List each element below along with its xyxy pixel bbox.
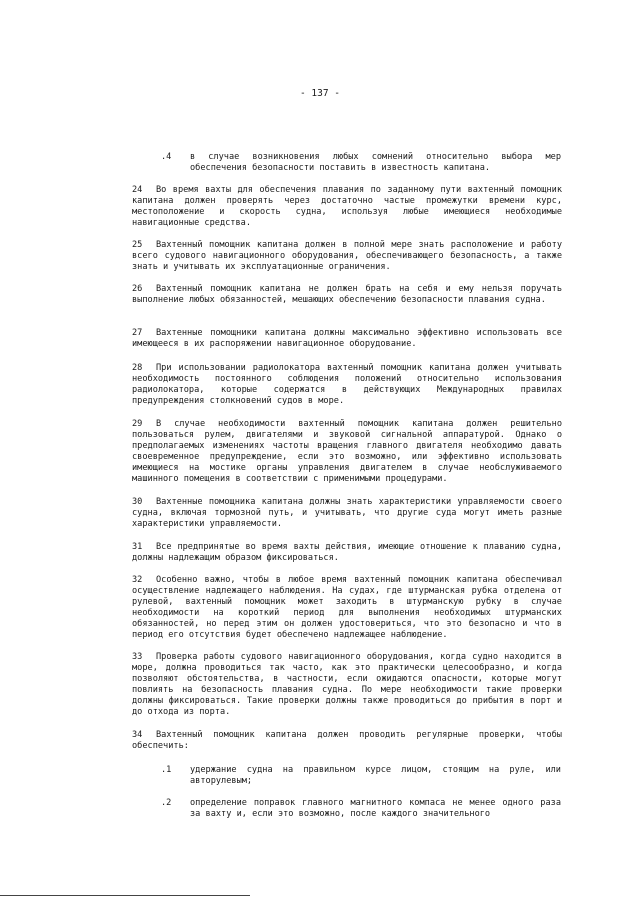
paragraph-number: 30 [132, 497, 143, 507]
sub-item-2 [161, 798, 561, 820]
paragraph-29 [132, 419, 562, 484]
bottom-rule [0, 895, 250, 896]
paragraph-number: 33 [132, 652, 143, 662]
sub-item-text: определение поправок главного магнитного компаса не менее одного раза за вахту и, если это возможно, после каждого значительного [190, 798, 561, 819]
paragraph-24 [132, 185, 562, 229]
paragraph-text: В случае необходимости вахтенный помощник капитана должен решительно пользоваться рулем, двигателями и звуковой сигнальной аппаратурой. Однако о предполагаемых изменениях частоты вращения главного двигателя необходимо давать своевременное предупреждение, если это возможно, или эффективно использовать имеющиеся на мостике органы управления двигателем в случае необслуживаемого машинного помещения в соответствии с применимыми процедурами. [132, 419, 562, 484]
paragraph-text: Вахтенный помощник капитана должен проводить регулярные проверки, чтобы обеспечить: [132, 730, 562, 751]
paragraph-number: 32 [132, 575, 143, 585]
paragraph-number: 25 [132, 240, 143, 250]
paragraph-text: Особенно важно, чтобы в любое время вахтенный помощник капитана обеспечивал осуществление надлежащего наблюдения. На судах, где штурманская рубка отделена от рулевой, вахтенный помощник может заходить в штурманскую рубку в случае необходимости на короткий период для выполнения необходимых штурманских обязанностей, но перед этим он должен удостовериться, что это безопасно и что в период его отсутствия будет обеспечено надлежащее наблюдение. [132, 575, 562, 640]
paragraph-33 [132, 652, 562, 717]
paragraph-text: Проверка работы судового навигационного оборудования, когда судно находится в море, должна проводиться так часто, как это практически целесообразно, и когда позволяют обстоятельства, в частности, если ожидаются опасности, которые могут повлиять на безопасность плавания судна. По мере необходимости такие проверки должны фиксироваться. Такие проверки должны также проводиться до прибытия в порт и до отхода из порта. [132, 652, 562, 717]
paragraph-26 [132, 284, 562, 306]
paragraph-34 [132, 730, 562, 752]
paragraph-32 [132, 575, 562, 640]
paragraph-number: 27 [132, 328, 143, 338]
paragraph-text: Вахтенный помощник капитана не должен брать на себя и ему нельзя поручать выполнение любых обязанностей, мешающих обеспечению безопасности плавания судна. [132, 284, 562, 305]
paragraph-text: Вахтенный помощник капитана должен в полной мере знать расположение и работу всего судового навигационного оборудования, обеспечивающего безопасность, а также знать и учитывать их эксплуатационные ограничения. [132, 240, 562, 272]
sub-item-4 [161, 152, 561, 174]
paragraph-25 [132, 240, 562, 273]
sub-item-number: .1 [161, 765, 172, 775]
paragraph-number: 31 [132, 542, 143, 552]
paragraph-number: 29 [132, 419, 143, 429]
paragraph-31 [132, 542, 562, 564]
sub-item-text: в случае возникновения любых сомнений относительно выбора мер обеспечения безопасности поставить в известность капитана. [190, 152, 561, 173]
sub-item-number: .4 [161, 152, 172, 162]
paragraph-number: 26 [132, 284, 143, 294]
paragraph-number: 34 [132, 730, 143, 740]
paragraph-28 [132, 363, 562, 407]
paragraph-text: Вахтенные помощники капитана должны максимально эффективно использовать все имеющееся в их распоряжении навигационное оборудование. [132, 328, 562, 349]
paragraph-number: 24 [132, 185, 143, 195]
sub-item-text: удержание судна на правильном курсе лицом, стоящим на руле, или авторулевым; [190, 765, 561, 786]
paragraph-text: Вахтенные помощника капитана должны знать характеристики управляемости своего судна, включая тормозной путь, и учитывать, что другие суда могут иметь разные характеристики управляемости. [132, 497, 562, 529]
paragraph-30 [132, 497, 562, 530]
sub-item-number: .2 [161, 798, 172, 808]
paragraph-number: 28 [132, 363, 143, 373]
sub-item-1 [161, 765, 561, 787]
paragraph-text: Все предпринятые во время вахты действия, имеющие отношение к плаванию судна, должны надлежащим образом фиксироваться. [132, 542, 562, 563]
paragraph-text: Во время вахты для обеспечения плавания по заданному пути вахтенный помощник капитана должен проверять через достаточно частые промежутки времени курс, местоположение и скорость судна, используя любые имеющиеся необходимые навигационные средства. [132, 185, 562, 228]
page-number: - 137 - [299, 88, 341, 99]
paragraph-27 [132, 328, 562, 350]
paragraph-text: При использовании радиолокатора вахтенный помощник капитана должен учитывать необходимость постоянного соблюдения положений относительно использования радиолокатора, которые содержатся в действующих Международных правилах предупреждения столкновений судов в море. [132, 363, 562, 406]
